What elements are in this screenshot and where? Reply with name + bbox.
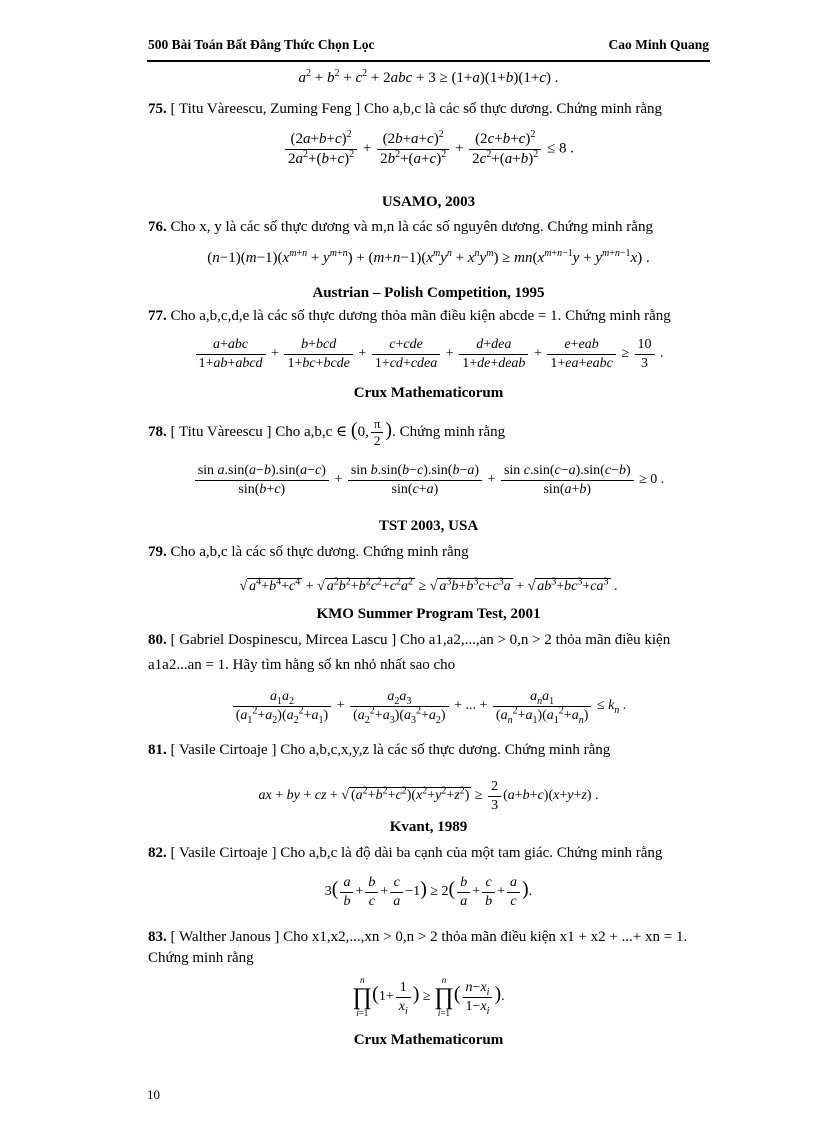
book-title: 500 Bài Toán Bất Đẳng Thức Chọn Lọc: [148, 37, 375, 52]
formula-80: $\frac{a_1a_2}{(a_1^2+a_2)(a_2^2+a_1)}$ + $\frac{a_2a_3}{(a_2^2+a_3)(a_3^2+a_2)}$ + ... + $\frac{a_na_1}{(a_n^2+a_1)(a_1^2+a_n)}$ ≤ $k_n$ .: [147, 688, 710, 724]
source-83: Crux Mathematicorum: [353, 1032, 504, 1048]
formula-81: ax + by + cz + √ $(a^2+b^2+c^2)(x^2+y^2+z^2)$ ≥ $\frac{2}{3}$ (a+b+c)(x+y+z) .: [258, 779, 599, 813]
problem-75: 75. [ Titu Vàreescu, Zuming Feng ] Cho a,b,c là các số thực dương. Chứng minh rằng: [148, 101, 663, 117]
source-81: Kvant, 1989: [389, 819, 468, 835]
header-rule: [147, 60, 710, 62]
source-77: Crux Mathematicorum: [353, 385, 504, 401]
running-header: [148, 37, 709, 57]
formula-75: $\frac{(2a+b+c)^2}{2a^2+(b+c)^2}$ + $\frac{(2b+a+c)^2}{2b^2+(a+c)^2}$ + $\frac{(2c+b+c)^2}{2c^2+(a+b)^2}$ ≤ 8 .: [147, 130, 710, 169]
source-75: USAMO, 2003: [381, 194, 476, 210]
author-name: Cao Minh Quang: [608, 37, 709, 52]
problem-83: 83. [ Walther Janous ] Cho x1,x2,...,xn > 0,n > 2 thỏa mãn điều kiện x1 + x2 + ...+ xn = 1.: [148, 929, 688, 945]
problem-79: 79. Cho a,b,c là các số thực dương. Chứng minh rằng: [148, 544, 469, 560]
formula-78: $\frac{\text{sin a.sin(a−b).sin(a−c)}}{\sin(b+c)}$ + $\frac{\text{sin b.sin(b−c).sin(b−a)}}{\sin(c+a)}$ + $\frac{\text{sin c.sin(c−a).sin(c−b)}}{\sin(a+b)}$ ≥ 0 .: [147, 462, 710, 498]
formula-77: $\frac{\text{a+abc}}{\text{1+ab+abcd}}$ + $\frac{\text{b+bcd}}{\text{1+bc+bcde}}$ + $\frac{\text{c+cde}}{\text{1+cd+cdea}}$ + $\frac{\text{d+dea}}{\text{1+de+deab}}$ + $\frac{\text{e+eab}}{\text{1+ea+eabc}}$ ≥ $\frac{10}{3}$ .: [147, 336, 710, 372]
problem-76: 76. Cho x, y là các số thực dương và m,n là các số nguyên dương. Chứng minh rằng: [148, 219, 653, 235]
source-79: KMO Summer Program Test, 2001: [316, 606, 541, 622]
source-78: TST 2003, USA: [378, 518, 479, 534]
formula-74-tail: $a^2 + b^2 + c^2 + 2abc + 3 \ge (1+a)(1+b)(1+c)$ .: [298, 68, 559, 86]
problem-80: 80. [ Gabriel Dospinescu, Mircea Lascu ] Cho a1,a2,...,an > 0,n > 2 thỏa mãn điều kiện: [148, 632, 671, 648]
problem-80-cont: a1a2...an = 1. Hãy tìm hằng số kn nhỏ nhất sao cho: [148, 657, 456, 673]
formula-82: 3( $\frac{a}{b}$ + $\frac{b}{c}$ + $\frac{c}{a}$ −1) ≥ 2( $\frac{b}{a}$ + $\frac{c}{b}$ + $\frac{a}{c}$ ).: [324, 875, 533, 909]
formula-79: √ $a^4+b^4+c^4$ + √ $a^2b^2+b^2c^2+c^2a^2$ ≥ √ $a^3b+b^3c+c^3a$ + √ $ab^3+bc^3+ca^3$ .: [239, 576, 618, 594]
problem-83-cont: Chứng minh rằng: [148, 950, 254, 966]
formula-83: n ∏ i=1(1+ $\frac{1}{x_i}$ ) ≥ n ∏ i=1( $\frac{n-x_i}{1-x_i}$ ).: [352, 975, 505, 1018]
page-number: 10: [147, 1087, 160, 1102]
problem-82: 82. [ Vasile Cirtoaje ] Cho a,b,c là độ dài ba cạnh của một tam giác. Chứng minh rằng: [148, 845, 663, 861]
problem-77: 77. Cho a,b,c,d,e là các số thực dương thỏa mãn điều kiện abcde = 1. Chứng minh rằng: [148, 308, 671, 324]
problem-81: 81. [ Vasile Cirtoaje ] Cho a,b,c,x,y,z là các số thực dương. Chứng minh rằng: [148, 742, 611, 758]
source-76: Austrian – Polish Competition, 1995: [312, 285, 545, 301]
problem-78: 78. [ Titu Vàreescu ] Cho a,b,c ∈ (0, $\frac{\pi}{2}$ ). Chứng minh rằng: [148, 416, 506, 449]
formula-76: $(n-1)(m-1)(x^{m+n} + y^{m+n}) + (m+n-1)(x^my^n + x^ny^m) \ge mn(x^{m+n-1}y + y^{m+n-1}x)$ .: [207, 248, 650, 266]
